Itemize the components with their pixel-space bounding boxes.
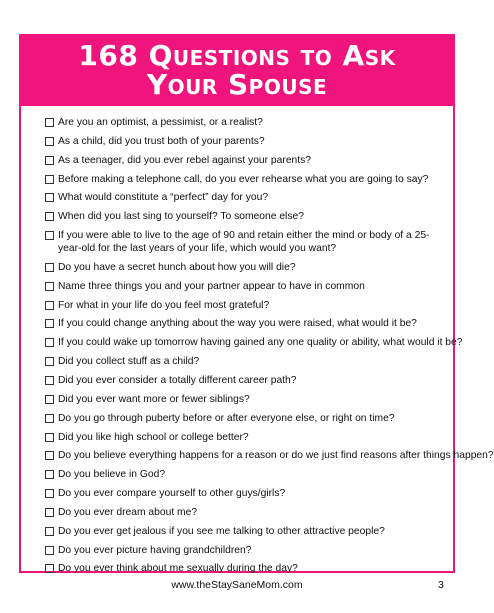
question-text: What would constitute a “perfect” day for you? bbox=[58, 192, 269, 204]
checkbox[interactable] bbox=[45, 137, 54, 146]
checkbox[interactable] bbox=[45, 470, 54, 479]
list-item bbox=[45, 393, 445, 406]
question-text: If you could change anything about the way you were raised, what would it be? bbox=[58, 318, 417, 330]
checkbox[interactable] bbox=[45, 508, 54, 517]
list-item bbox=[45, 506, 445, 519]
list-item bbox=[45, 449, 494, 462]
checkbox[interactable] bbox=[45, 301, 54, 310]
list-item bbox=[45, 336, 463, 349]
list-item bbox=[45, 355, 445, 368]
list-item bbox=[45, 487, 445, 500]
checkbox[interactable] bbox=[45, 156, 54, 165]
question-text: Did you ever consider a totally different career path? bbox=[58, 374, 297, 386]
checkbox[interactable] bbox=[45, 212, 54, 221]
checkbox[interactable] bbox=[45, 118, 54, 127]
page-title-line-1: 168 Questions to Ask bbox=[78, 39, 396, 72]
question-text: Do you go through puberty before or after everyone else, or right on time? bbox=[58, 412, 395, 424]
list-item bbox=[45, 173, 445, 186]
list-item bbox=[45, 229, 445, 255]
question-text: Did you ever want more or fewer siblings? bbox=[58, 393, 250, 405]
checkbox[interactable] bbox=[45, 451, 54, 460]
question-text: Before making a telephone call, do you ever rehearse what you are going to say? bbox=[58, 173, 429, 185]
question-text: When did you last sing to yourself? To someone else? bbox=[58, 211, 304, 223]
list-item bbox=[45, 431, 445, 444]
question-text: Do you ever compare yourself to other guys/girls? bbox=[58, 488, 286, 500]
list-item bbox=[45, 280, 445, 293]
checkbox[interactable] bbox=[45, 527, 54, 536]
list-item bbox=[45, 261, 445, 274]
checkbox[interactable] bbox=[45, 319, 54, 328]
question-list bbox=[45, 116, 494, 581]
question-text: As a teenager, did you ever rebel against your parents? bbox=[58, 154, 312, 166]
list-item bbox=[45, 299, 445, 312]
list-item bbox=[45, 116, 445, 129]
list-item bbox=[45, 562, 445, 575]
list-item bbox=[45, 412, 445, 425]
checkbox[interactable] bbox=[45, 175, 54, 184]
question-text: If you were able to live to the age of 90 and retain either the mind or body of a 25- year-old for the last years of your life, which would you want? bbox=[58, 230, 430, 255]
question-text: Are you an optimist, a pessimist, or a realist? bbox=[58, 117, 263, 128]
list-item bbox=[45, 468, 445, 481]
list-item bbox=[45, 135, 445, 148]
question-text: If you could wake up tomorrow having gained any one quality or ability, what would it be? bbox=[58, 337, 463, 349]
list-item bbox=[45, 544, 445, 557]
list-item bbox=[45, 191, 445, 204]
checkbox[interactable] bbox=[45, 376, 54, 385]
checkbox[interactable] bbox=[45, 357, 54, 366]
title-banner bbox=[19, 34, 455, 106]
checkbox[interactable] bbox=[45, 414, 54, 423]
checkbox[interactable] bbox=[45, 193, 54, 202]
checkbox[interactable] bbox=[45, 231, 54, 240]
question-text: As a child, did you trust both of your parents? bbox=[58, 135, 265, 147]
page-title-line-2: Your Spouse bbox=[146, 68, 328, 101]
question-text: Do you ever dream about me? bbox=[58, 506, 198, 518]
question-text: Do you ever think about me sexually during the day? bbox=[58, 563, 298, 575]
checkbox[interactable] bbox=[45, 546, 54, 555]
list-item bbox=[45, 210, 445, 223]
checkbox[interactable] bbox=[45, 395, 54, 404]
question-text: Did you collect stuff as a child? bbox=[58, 356, 200, 368]
question-text: Do you ever get jealous if you see me talking to other attractive people? bbox=[58, 525, 385, 537]
question-text: Did you like high school or college better? bbox=[58, 431, 249, 443]
question-text: Do you believe everything happens for a reason or do we just find reasons after things happen? bbox=[58, 450, 494, 462]
checkbox[interactable] bbox=[45, 433, 54, 442]
question-text: Do you believe in God? bbox=[58, 469, 166, 481]
question-text: For what in your life do you feel most grateful? bbox=[58, 299, 270, 311]
question-text: Do you ever picture having grandchildren? bbox=[58, 544, 252, 556]
page-number: 3 bbox=[438, 579, 444, 591]
list-item bbox=[45, 317, 445, 330]
checkbox[interactable] bbox=[45, 564, 54, 573]
checkbox[interactable] bbox=[45, 282, 54, 291]
list-item bbox=[45, 374, 445, 387]
checkbox[interactable] bbox=[45, 338, 54, 347]
question-text: Name three things you and your partner appear to have in common bbox=[58, 280, 365, 292]
checkbox[interactable] bbox=[45, 489, 54, 498]
list-item bbox=[45, 154, 445, 167]
question-text: Do you have a secret hunch about how you will die? bbox=[58, 261, 296, 273]
footer-website: www.theStaySaneMom.com bbox=[171, 579, 303, 591]
list-item bbox=[45, 525, 445, 538]
checkbox[interactable] bbox=[45, 263, 54, 272]
